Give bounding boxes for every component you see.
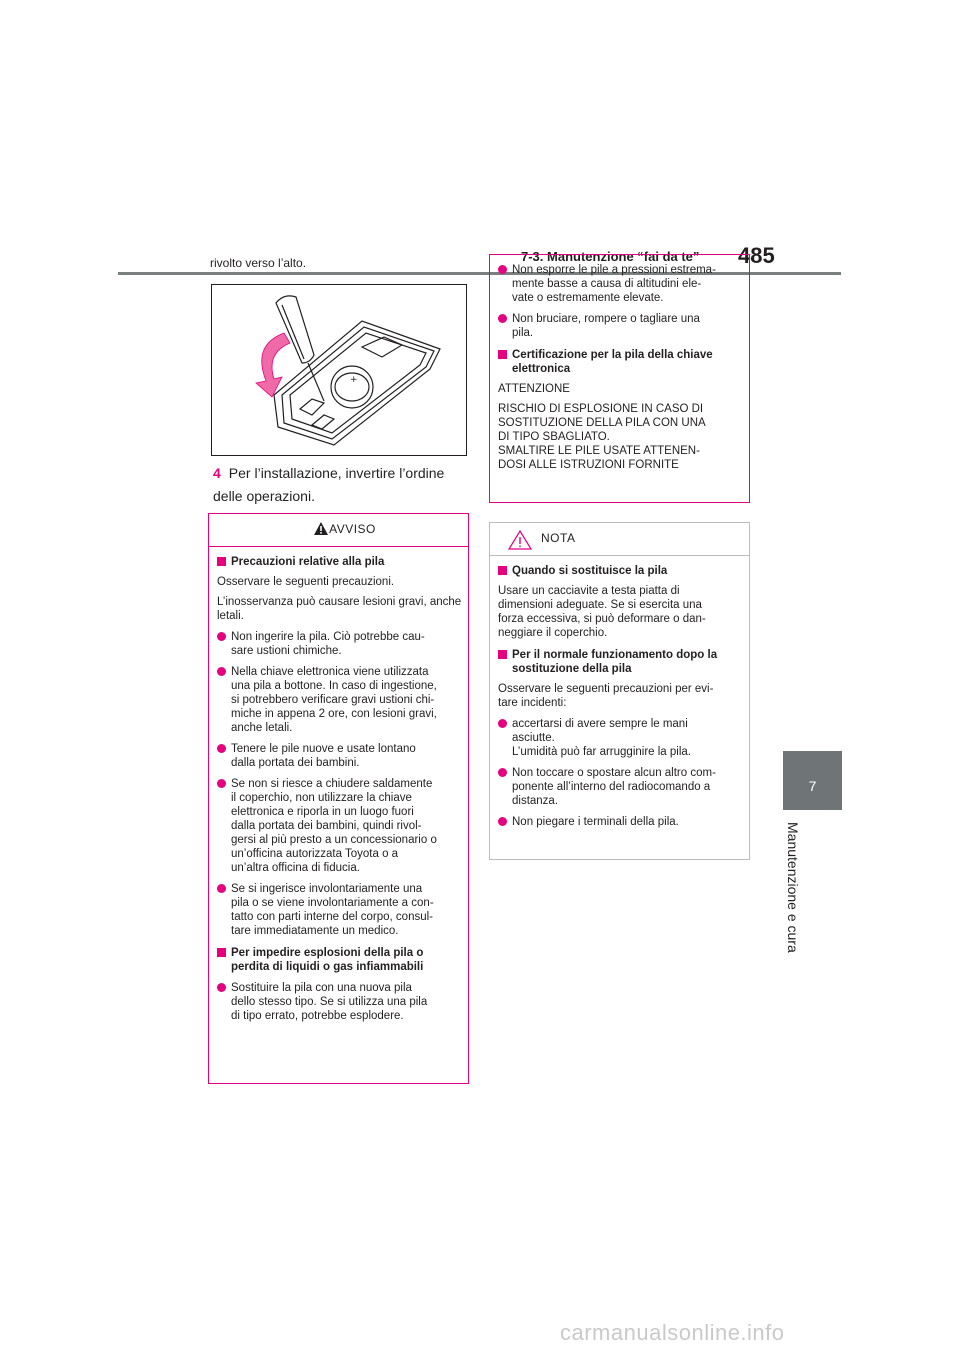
nota-bullet-1: accertarsi di avere sempre le mani asciutte. L’umidità può far arrugginire la pila. (498, 717, 743, 759)
avviso-cont-caps-text: RISCHIO DI ESPLOSIONE IN CASO DI SOSTITUZIONE DELLA PILA CON UNA DI TIPO SBAGLIATO. SMALTIRE LE PILE USATE ATTENEN- DOSI ALLE ISTRUZIONI FORNITE (498, 403, 706, 471)
nota-para-1: Usare un cacciavite a testa piatta di dimensioni adeguate. Se si esercita una forza eccessiva, si può deformare o dan- neggiare il coperchio. (498, 585, 706, 639)
nota-box (489, 522, 750, 860)
battery-plus-mark: + (350, 375, 358, 385)
avviso-bullet-2: Nella chiave elettronica viene utilizzata una pila a bottone. In caso di ingestione, si potrebbero verificare gravi ustioni chi- miche in appena 2 ore, con lesioni gravi, anche letali. (217, 665, 462, 735)
avviso-bullet-4: Se non si riesce a chiudere saldamente il coperchio, non utilizzare la chiave elettronica e riporla in un luogo fuori dalla portata dei bambini, quindi rivol- gersi al più presto a un concessionario o un’officina autorizzata Toyota o a un’altra officina di fiducia. (217, 777, 462, 875)
key-battery-illustration (211, 284, 467, 456)
avviso-title: AVVISO (329, 522, 376, 536)
chapter-tab: 7 (783, 751, 842, 810)
avviso-cont-attention: ATTENZIONE (498, 383, 570, 395)
step-number: 4 (213, 465, 221, 481)
rotate-arrow-icon (256, 333, 290, 397)
nota-para-2: Osservare le seguenti precauzioni per evi- tare incidenti: (498, 683, 714, 709)
avviso-header (209, 514, 468, 547)
avviso-bullet-3: Tenere le pile nuove e usate lontano dalla portata dei bambini. (217, 742, 462, 770)
avviso-para-2: L’inosservanza può causare lesioni gravi, anche letali. (217, 596, 462, 622)
page-number: 485 (738, 243, 775, 268)
step-text: Per l’installazione, invertire l’ordine delle operazioni. (213, 465, 445, 504)
avviso-cont-heading: Certificazione per la pila della chiave elettronica (498, 348, 743, 376)
avviso-box (208, 513, 469, 1084)
nota-bullet-3: Non piegare i terminali della pila. (498, 815, 743, 829)
pink-square-bullet (217, 557, 226, 566)
chapter-label (771, 822, 815, 962)
section-title: 7-3. Manutenzione “fai da te” (521, 249, 700, 264)
nota-heading-2: Per il normale funzionamento dopo la sostituzione della pila (498, 648, 743, 676)
avviso-cont-bullet-1: Non esporre le pile a pressioni estrema- mente basse a causa di altitudini ele- vate o estremamente elevate. (498, 263, 743, 305)
avviso-bullet-5: Se si ingerisce involontariamente una pila o se viene involontariamente a con- tatto con parti interne del corpo, consul- tare immediatamente un medico. (217, 882, 462, 938)
continuation-text: rivolto verso l’alto. (210, 256, 307, 270)
avviso-heading-1: Precauzioni relative alla pila (217, 555, 462, 569)
avviso-cont-bullet-2: Non bruciare, rompere o tagliare una pila. (498, 312, 743, 340)
avviso-bullet-6: Sostituire la pila con una nuova pila dello stesso tipo. Se si utilizza una pila di tipo errato, potrebbe esplodere. (217, 981, 462, 1023)
nota-header (490, 523, 749, 556)
avviso-para-1: Osservare le seguenti precauzioni. (217, 576, 395, 588)
screwdriver-key-drawing (212, 285, 466, 455)
chapter-label-text: Manutenzione e cura (785, 822, 801, 953)
nota-heading-1: Quando si sostituisce la pila (498, 564, 743, 578)
avviso-continued-box (489, 254, 750, 503)
step-4 (213, 462, 473, 508)
nota-bullet-2: Non toccare o spostare alcun altro com- ponente all’interno del radiocomando a distanza. (498, 766, 743, 808)
avviso-heading-2: Per impedire esplosioni della pila o perdita di liquidi o gas infiammabili (217, 946, 462, 974)
watermark: carmanualsonline.info (560, 1320, 785, 1345)
avviso-bullet-1: Non ingerire la pila. Ciò potrebbe cau- sare ustioni chimiche. (217, 630, 462, 658)
nota-title: NOTA (541, 531, 576, 545)
